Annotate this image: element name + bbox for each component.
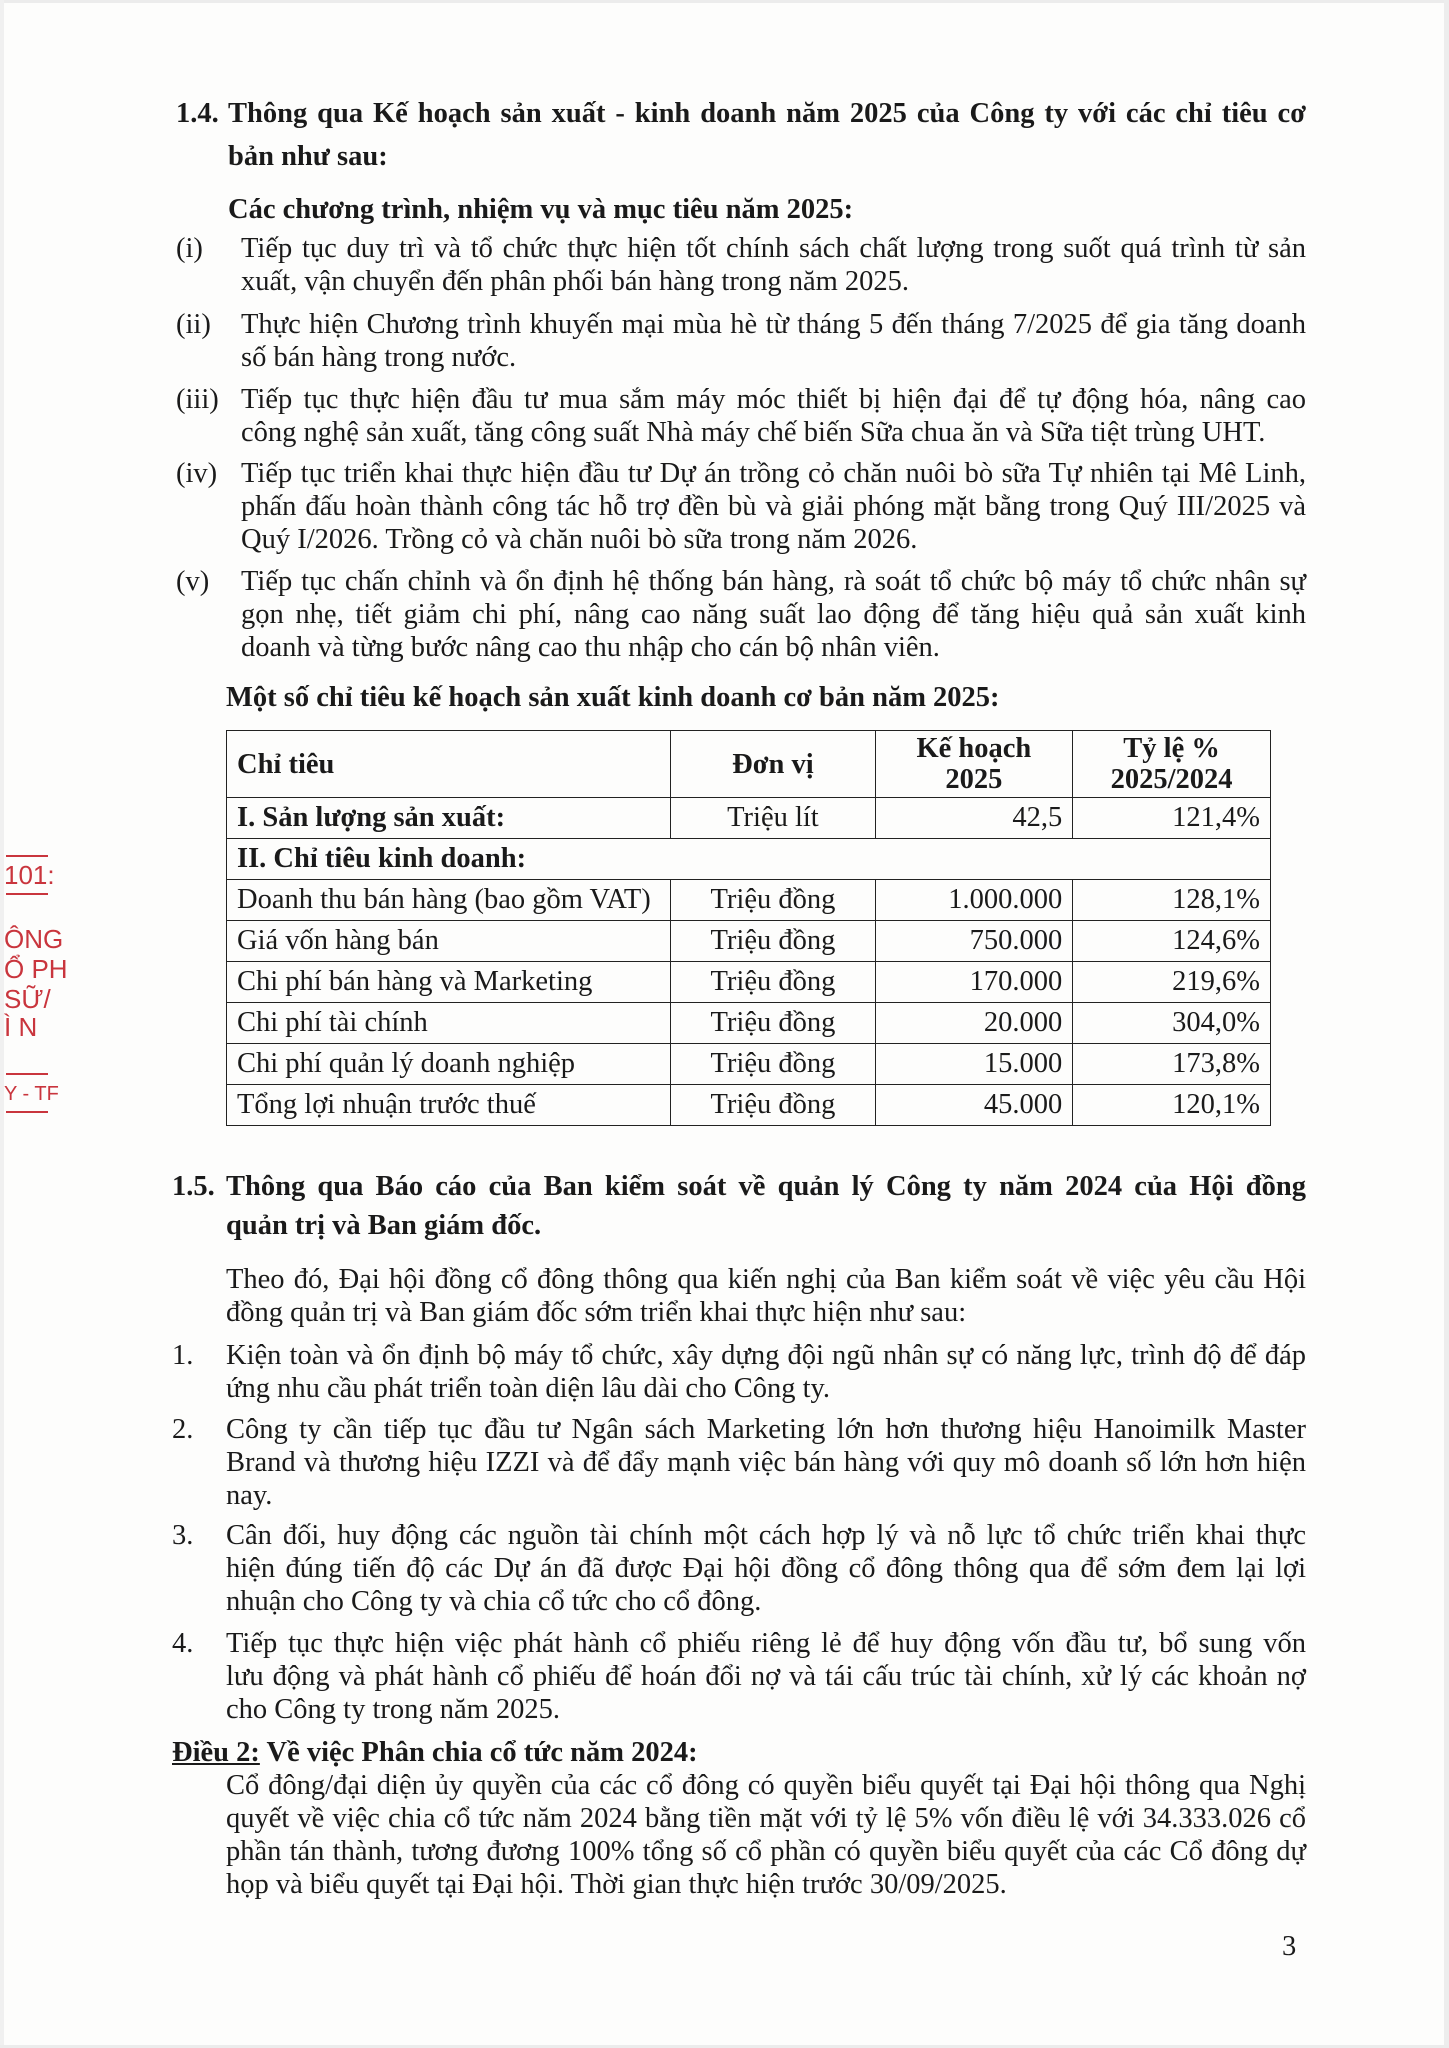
seal-rule <box>6 855 48 857</box>
table-row <box>227 1003 1271 1044</box>
program-label: (i) <box>176 233 203 264</box>
cell-indicator: Doanh thu bán hàng (bao gồm VAT) <box>227 880 671 921</box>
program-item <box>241 232 1306 298</box>
program-line: gọn nhẹ, tiết giảm chi phí, nâng cao năng suất lao động để tăng hiệu quả sản xuất kinh <box>241 599 1306 630</box>
cell-unit: Triệu lít <box>671 798 875 839</box>
intro-line: Theo đó, Đại hội đồng cổ đông thông qua kiến nghị của Ban kiểm soát về việc yêu cầu Hội <box>226 1264 1306 1295</box>
item-line: lưu động và phát hành cổ phiếu để hoán đổi nợ và tái cấu trúc tài chính, xử lý các khoản nợ <box>226 1661 1306 1692</box>
program-label: (ii) <box>176 309 211 340</box>
cell-indicator: Tổng lợi nhuận trước thuế <box>227 1085 671 1126</box>
item-line: hiện đúng tiến độ các Dự án đã được Đại hội đồng cổ đông thông qua để sớm đem lại lợi <box>226 1553 1306 1584</box>
cell-indicator: Chi phí quản lý doanh nghiệp <box>227 1044 671 1085</box>
program-line: Tiếp tục thực hiện đầu tư mua sắm máy móc thiết bị hiện đại để tự động hóa, nâng cao <box>241 384 1306 415</box>
cell-indicator: Chi phí tài chính <box>227 1003 671 1044</box>
section-1-5-number: 1.5. <box>172 1171 215 1202</box>
seal-text: 101: <box>4 860 55 890</box>
cell-unit: Triệu đồng <box>671 880 875 921</box>
table-row <box>227 1085 1271 1126</box>
numbered-item <box>226 1519 1306 1618</box>
table-row <box>227 921 1271 962</box>
cell-unit: Triệu đồng <box>671 921 875 962</box>
item-line: nhuận cho Công ty và chia cổ tức cho cổ đông. <box>226 1586 762 1617</box>
cell-group-title: II. Chỉ tiêu kinh doanh: <box>227 839 1271 880</box>
program-label: (iv) <box>176 458 218 489</box>
cell-rate: 173,8% <box>1073 1044 1271 1085</box>
article-2-line: quyết về việc chia cổ tức năm 2024 bằng tiền mặt với tỷ lệ 5% vốn điều lệ với 34.333.026 cổ <box>226 1803 1306 1834</box>
seal-rule <box>6 893 48 895</box>
seal-text: SỮ/ <box>4 984 51 1014</box>
kpi-table <box>226 730 1271 1126</box>
item-line: Brand và thương hiệu IZZI và để đẩy mạnh việc bán hàng với quy mô doanh số lớn hơn hiện <box>226 1447 1306 1478</box>
program-line: Tiếp tục duy trì và tổ chức thực hiện tốt chính sách chất lượng trong suốt quá trình từ sản <box>241 233 1306 264</box>
item-line: ứng nhu cầu phát triển toàn diện lâu dài cho Công ty. <box>226 1373 831 1404</box>
program-line: Thực hiện Chương trình khuyến mại mùa hè từ tháng 5 đến tháng 7/2025 để gia tăng doanh <box>241 309 1306 340</box>
seal-text: ÔNG <box>4 924 64 954</box>
cell-indicator: I. Sản lượng sản xuất: <box>227 798 671 839</box>
program-label: (iii) <box>176 384 219 415</box>
cell-plan: 20.000 <box>875 1003 1073 1044</box>
margin-seal-fragment <box>0 855 68 1115</box>
program-item <box>241 457 1306 556</box>
cell-plan: 1.000.000 <box>875 880 1073 921</box>
cell-indicator: Chi phí bán hàng và Marketing <box>227 962 671 1003</box>
cell-unit: Triệu đồng <box>671 1003 875 1044</box>
table-group-row <box>227 839 1271 880</box>
header-rate: Tỷ lệ % 2025/2024 <box>1073 731 1271 798</box>
program-item <box>241 308 1306 374</box>
program-line: Tiếp tục triển khai thực hiện đầu tư Dự án trồng cỏ chăn nuôi bò sữa Tự nhiên tại Mê Linh, <box>241 458 1306 489</box>
cell-plan: 15.000 <box>875 1044 1073 1085</box>
header-unit: Đơn vị <box>671 731 875 798</box>
table-row <box>227 798 1271 839</box>
section-1-5-title-line: Thông qua Báo cáo của Ban kiểm soát về quản lý Công ty năm 2024 của Hội đồng <box>226 1171 1306 1202</box>
article-2-label: Điều 2: <box>172 1737 260 1768</box>
section-1-4-title-line: bản như sau: <box>228 141 388 172</box>
table-row <box>227 962 1271 1003</box>
program-item <box>241 383 1306 449</box>
cell-unit: Triệu đồng <box>671 1085 875 1126</box>
program-label: (v) <box>176 566 210 597</box>
cell-plan: 42,5 <box>875 798 1073 839</box>
program-line: số bán hàng trong nước. <box>241 342 517 373</box>
cell-rate: 304,0% <box>1073 1003 1271 1044</box>
program-line: Quý I/2026. Trồng cỏ và chăn nuôi bò sữa trong năm 2026. <box>241 524 918 555</box>
article-2-line: phần tán thành, tương đương 100% tổng số cổ phần có quyền biểu quyết của các Cổ đông dự <box>226 1836 1306 1867</box>
numbered-item <box>226 1627 1306 1726</box>
item-line: Công ty cần tiếp tục đầu tư Ngân sách Marketing lớn hơn thương hiệu Hanoimilk Master <box>226 1414 1306 1445</box>
article-2-title: Về việc Phân chia cổ tức năm 2024: <box>259 1737 698 1768</box>
table-header-row <box>227 731 1271 798</box>
scan-edge-top <box>0 0 1449 3</box>
article-2-heading <box>172 1736 698 1769</box>
program-line: công nghệ sản xuất, tăng công suất Nhà máy chế biến Sữa chua ăn và Sữa tiệt trùng UHT. <box>241 417 1266 448</box>
item-label: 1. <box>172 1340 194 1371</box>
article-2-body <box>226 1769 1306 1901</box>
section-1-4-number: 1.4. <box>176 98 219 129</box>
programs-heading: Các chương trình, nhiệm vụ và mục tiêu năm 2025: <box>228 194 854 225</box>
seal-text: Y - TF <box>4 1083 59 1105</box>
program-line: doanh và từng bước nâng cao thu nhập cho cán bộ nhân viên. <box>241 632 940 663</box>
program-line: xuất, vận chuyển đến phân phối bán hàng trong năm 2025. <box>241 266 910 297</box>
table-row <box>227 880 1271 921</box>
seal-text: Ì N <box>4 1012 38 1042</box>
page-number: 3 <box>1282 1931 1297 1962</box>
section-1-4-title <box>228 97 1306 173</box>
item-label: 2. <box>172 1414 194 1445</box>
table-row <box>227 1044 1271 1085</box>
item-line: cho Công ty trong năm 2025. <box>226 1694 561 1725</box>
seal-text: Ổ PH <box>4 954 68 984</box>
cell-rate: 120,1% <box>1073 1085 1271 1126</box>
section-1-4-title-line: Thông qua Kế hoạch sản xuất - kinh doanh năm 2025 của Công ty với các chỉ tiêu cơ <box>228 98 1306 129</box>
section-1-5-intro <box>226 1263 1306 1329</box>
program-line: Tiếp tục chấn chỉnh và ổn định hệ thống bán hàng, rà soát tổ chức bộ máy tổ chức nhân sự <box>241 566 1306 597</box>
scan-edge-right <box>1444 0 1449 2048</box>
table-heading: Một số chỉ tiêu kế hoạch sản xuất kinh doanh cơ bản năm 2025: <box>226 682 1000 713</box>
numbered-item <box>226 1413 1306 1512</box>
item-line: Tiếp tục thực hiện việc phát hành cổ phiếu riêng lẻ để huy động vốn đầu tư, bổ sung vốn <box>226 1628 1306 1659</box>
section-1-5-title <box>226 1170 1306 1242</box>
seal-rule <box>6 1111 48 1113</box>
cell-rate: 128,1% <box>1073 880 1271 921</box>
program-item <box>241 565 1306 664</box>
cell-unit: Triệu đồng <box>671 962 875 1003</box>
intro-line: đồng quản trị và Ban giám đốc sớm triển khai thực hiện như sau: <box>226 1297 967 1328</box>
cell-indicator: Giá vốn hàng bán <box>227 921 671 962</box>
program-line: phấn đấu hoàn thành công tác hỗ trợ đền bù và giải phóng mặt bằng trong Quý III/2025 và <box>241 491 1306 522</box>
article-2-line: Cổ đông/đại diện ủy quyền của các cổ đông có quyền biểu quyết tại Đại hội thông qua Nghị <box>226 1770 1306 1801</box>
item-label: 3. <box>172 1520 194 1551</box>
cell-rate: 124,6% <box>1073 921 1271 962</box>
seal-rule <box>6 1073 48 1075</box>
header-indicator: Chỉ tiêu <box>227 731 671 798</box>
cell-plan: 170.000 <box>875 962 1073 1003</box>
cell-plan: 45.000 <box>875 1085 1073 1126</box>
item-line: nay. <box>226 1480 273 1511</box>
cell-rate: 121,4% <box>1073 798 1271 839</box>
item-label: 4. <box>172 1628 194 1659</box>
article-2-line: họp và biểu quyết tại Đại hội. Thời gian thực hiện trước 30/09/2025. <box>226 1869 1007 1900</box>
section-1-5-title-line: quản trị và Ban giám đốc. <box>226 1210 542 1241</box>
item-line: Kiện toàn và ổn định bộ máy tổ chức, xây dựng đội ngũ nhân sự có năng lực, trình độ để đáp <box>226 1340 1306 1371</box>
cell-plan: 750.000 <box>875 921 1073 962</box>
cell-rate: 219,6% <box>1073 962 1271 1003</box>
numbered-item <box>226 1339 1306 1405</box>
item-line: Cân đối, huy động các nguồn tài chính một cách hợp lý và nỗ lực tổ chức triển khai thực <box>226 1520 1306 1551</box>
cell-unit: Triệu đồng <box>671 1044 875 1085</box>
header-plan: Kế hoạch 2025 <box>875 731 1073 798</box>
